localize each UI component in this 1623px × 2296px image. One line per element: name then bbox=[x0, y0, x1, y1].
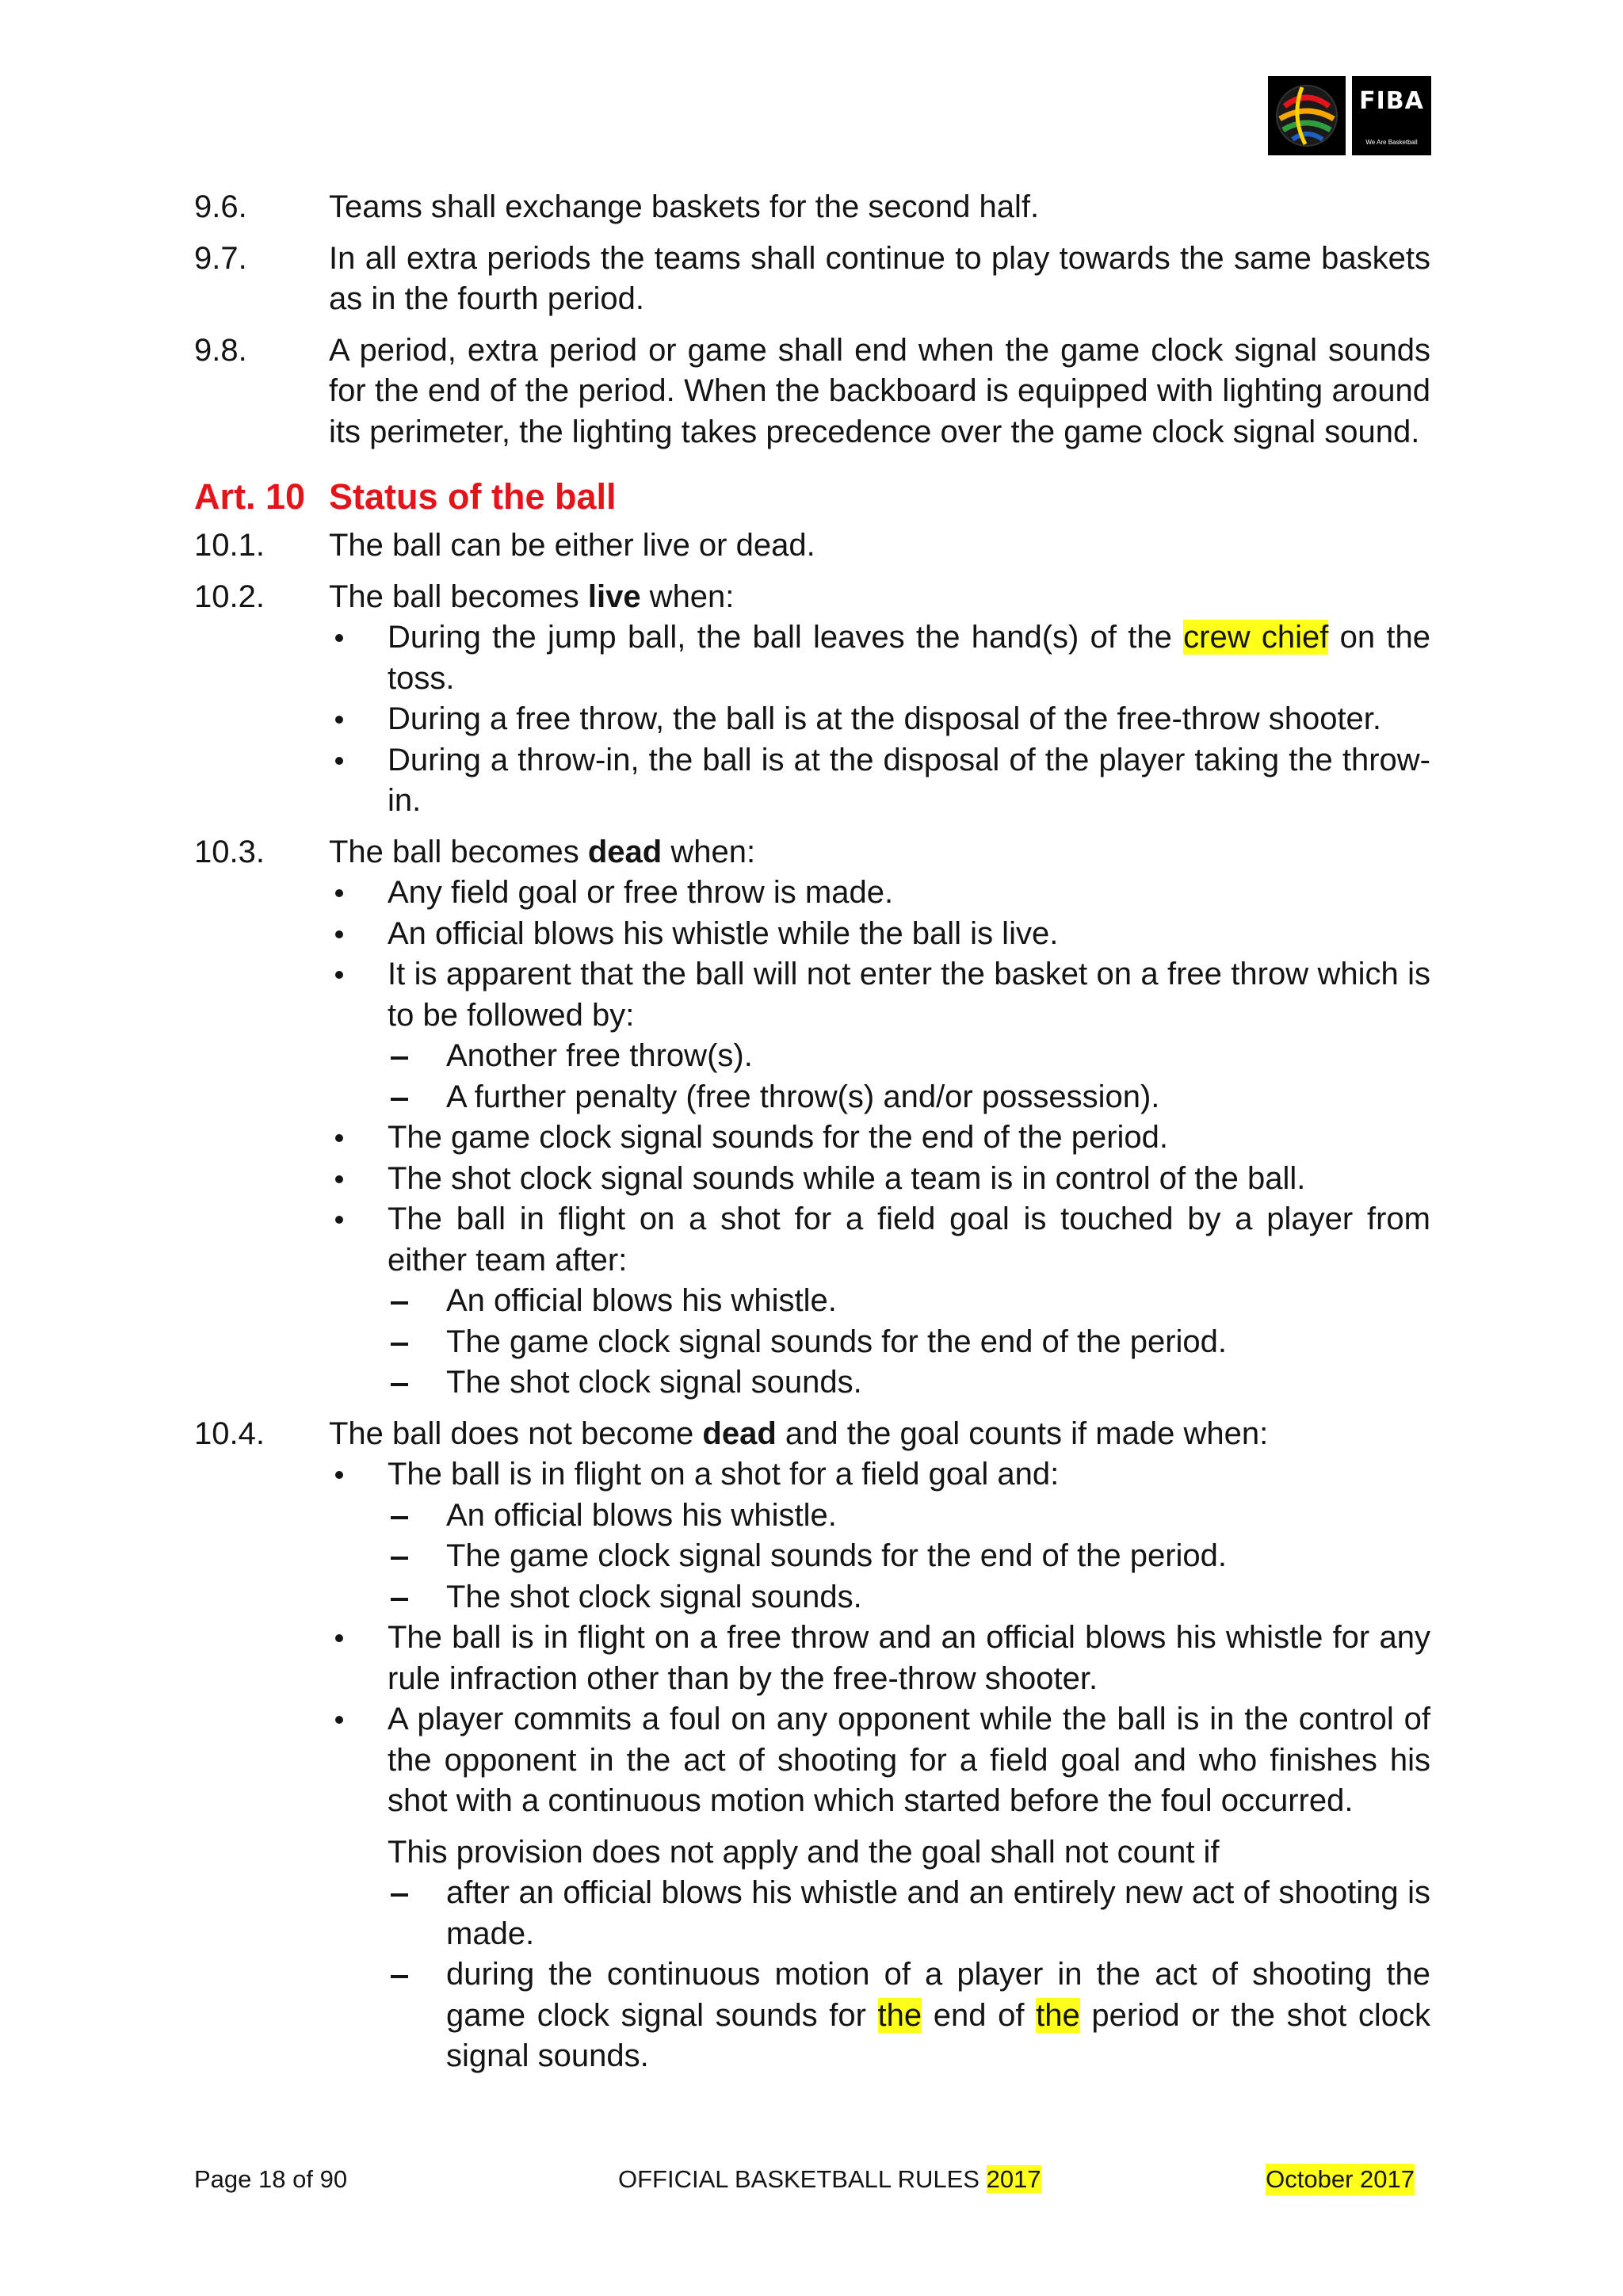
list-item-text: on the toss. bbox=[388, 620, 1431, 696]
list-item: A player commits a foul on any opponent while the ball is in the control of the opponent in the act of shooting for a field goal and who finishes his shot with a continuous motion which started before the foul occurred. bbox=[329, 1699, 1430, 1822]
rule-9-7 bbox=[194, 239, 1430, 320]
rule-intro-text: The ball does not become bbox=[329, 1415, 703, 1451]
rule-intro-text: The ball becomes bbox=[329, 834, 588, 869]
fiba-logo bbox=[1268, 76, 1431, 155]
list-item bbox=[329, 617, 1430, 699]
rule-9-8 bbox=[194, 330, 1430, 453]
rule-intro bbox=[329, 832, 1430, 873]
list-item: The shot clock signal sounds while a team is in control of the ball. bbox=[329, 1159, 1430, 1200]
list-item: During a throw-in, the ball is at the disposal of the player taking the throw-in. bbox=[329, 740, 1430, 822]
rule-number: 9.7. bbox=[194, 240, 247, 276]
bullet-list bbox=[329, 617, 1430, 822]
list-item: The game clock signal sounds for the end of the period. bbox=[329, 1117, 1430, 1159]
dash-item: An official blows his whistle. bbox=[388, 1281, 1430, 1322]
article-number: Art. 10 bbox=[194, 476, 306, 517]
dash-item: The shot clock signal sounds. bbox=[388, 1577, 1430, 1618]
rule-text: Teams shall exchange baskets for the second half. bbox=[329, 189, 1040, 224]
rule-number: 10.1. bbox=[194, 528, 265, 563]
highlighted-year: 2017 bbox=[986, 2165, 1041, 2193]
rule-text: The ball can be either live or dead. bbox=[329, 528, 815, 563]
rule-intro bbox=[329, 577, 1430, 618]
dash-item-text: during the continuous motion of a player in the act of shooting the game clock signal sounds for bbox=[446, 1957, 1430, 2033]
rule-intro-text: when: bbox=[662, 834, 756, 869]
rule-number: 10.3. bbox=[194, 834, 265, 869]
fiba-wordmark-text: FIBA bbox=[1359, 87, 1424, 115]
list-item: During a free throw, the ball is at the disposal of the free-throw shooter. bbox=[329, 699, 1430, 740]
dash-item: after an official blows his whistle and an entirely new act of shooting is made. bbox=[388, 1873, 1430, 1954]
list-item-text: The ball in flight on a shot for a field goal is touched by a player from either team after: bbox=[388, 1201, 1430, 1278]
list-item: Any field goal or free throw is made. bbox=[329, 873, 1430, 914]
dash-item-text: end of bbox=[922, 1997, 1037, 2033]
dash-list bbox=[329, 1873, 1430, 2077]
rule-10-3 bbox=[194, 832, 1430, 1404]
list-item bbox=[329, 1199, 1430, 1404]
list-item: The ball is in flight on a free throw and an official blows his whistle for any rule infraction other than by the free-throw shooter. bbox=[329, 1618, 1430, 1699]
dash-item-text: period or the shot clock signal sounds. bbox=[446, 1997, 1431, 2073]
fiba-tagline: We Are Basketball bbox=[1365, 139, 1418, 146]
rule-intro-text: The ball becomes bbox=[329, 579, 588, 614]
dash-list bbox=[388, 1496, 1430, 1618]
dash-item: Another free throw(s). bbox=[388, 1036, 1430, 1077]
bullet-list bbox=[329, 1454, 1430, 1822]
rule-10-4 bbox=[194, 1414, 1430, 2077]
rule-9-6 bbox=[194, 187, 1430, 228]
rule-number: 10.4. bbox=[194, 1415, 265, 1451]
basketball-logo-icon bbox=[1268, 76, 1346, 155]
rule-body bbox=[329, 577, 1430, 822]
document-title-text: OFFICIAL BASKETBALL RULES bbox=[618, 2165, 987, 2193]
list-item-text: During the jump ball, the ball leaves the hand(s) of the bbox=[388, 620, 1184, 655]
rule-intro-text: and the goal counts if made when: bbox=[776, 1415, 1269, 1451]
dash-list bbox=[388, 1036, 1430, 1117]
list-item bbox=[329, 1454, 1430, 1618]
page-number: Page 18 of 90 bbox=[194, 2165, 348, 2193]
document-title bbox=[618, 2164, 1041, 2195]
list-item: An official blows his whistle while the ball is live. bbox=[329, 914, 1430, 955]
dash-item: The shot clock signal sounds. bbox=[388, 1362, 1430, 1404]
article-heading bbox=[194, 475, 1430, 519]
rule-intro bbox=[329, 1414, 1430, 1455]
article-title: Status of the ball bbox=[329, 476, 617, 517]
highlighted-text: the bbox=[877, 1997, 922, 2033]
document-date: October 2017 bbox=[1266, 2164, 1415, 2195]
rule-10-2 bbox=[194, 577, 1430, 822]
rule-body bbox=[329, 832, 1430, 1404]
rule-intro-text: when: bbox=[640, 579, 735, 614]
fiba-wordmark bbox=[1352, 76, 1431, 155]
dash-item: An official blows his whistle. bbox=[388, 1496, 1430, 1537]
list-item bbox=[329, 954, 1430, 1117]
highlighted-text: the bbox=[1036, 1997, 1080, 2033]
list-item-text: The ball is in flight on a shot for a field goal and: bbox=[388, 1457, 1060, 1492]
dash-item: The game clock signal sounds for the end of the period. bbox=[388, 1536, 1430, 1577]
rule-number: 9.8. bbox=[194, 332, 247, 368]
dash-list bbox=[388, 1281, 1430, 1404]
keyword-dead: dead bbox=[702, 1415, 777, 1451]
rule-text: A period, extra period or game shall end when the game clock signal sounds for the end of the period. When the backboard is equipped with lighting around its perimeter, the lighting takes precedence over the game clock signal sound. bbox=[329, 332, 1430, 449]
rule-10-1 bbox=[194, 525, 1430, 567]
rules-content bbox=[194, 187, 1430, 2088]
page-footer bbox=[194, 2164, 1430, 2195]
dash-item: The game clock signal sounds for the end of the period. bbox=[388, 1322, 1430, 1363]
rule-text: In all extra periods the teams shall continue to play towards the same baskets as in the fourth period. bbox=[329, 240, 1430, 316]
list-item-text: It is apparent that the ball will not enter the basket on a free throw which is to be followed by: bbox=[388, 957, 1430, 1033]
keyword-dead: dead bbox=[587, 834, 663, 869]
provision-note: This provision does not apply and the goal shall not count if bbox=[388, 1834, 1220, 1870]
keyword-live: live bbox=[587, 579, 641, 614]
rule-body bbox=[329, 1414, 1430, 2077]
dash-item: A further penalty (free throw(s) and/or possession). bbox=[388, 1077, 1430, 1118]
bullet-list bbox=[329, 873, 1430, 1404]
rule-number: 9.6. bbox=[194, 189, 247, 224]
highlighted-text: crew chief bbox=[1183, 620, 1329, 655]
dash-item bbox=[388, 1954, 1430, 2077]
rule-number: 10.2. bbox=[194, 579, 265, 614]
